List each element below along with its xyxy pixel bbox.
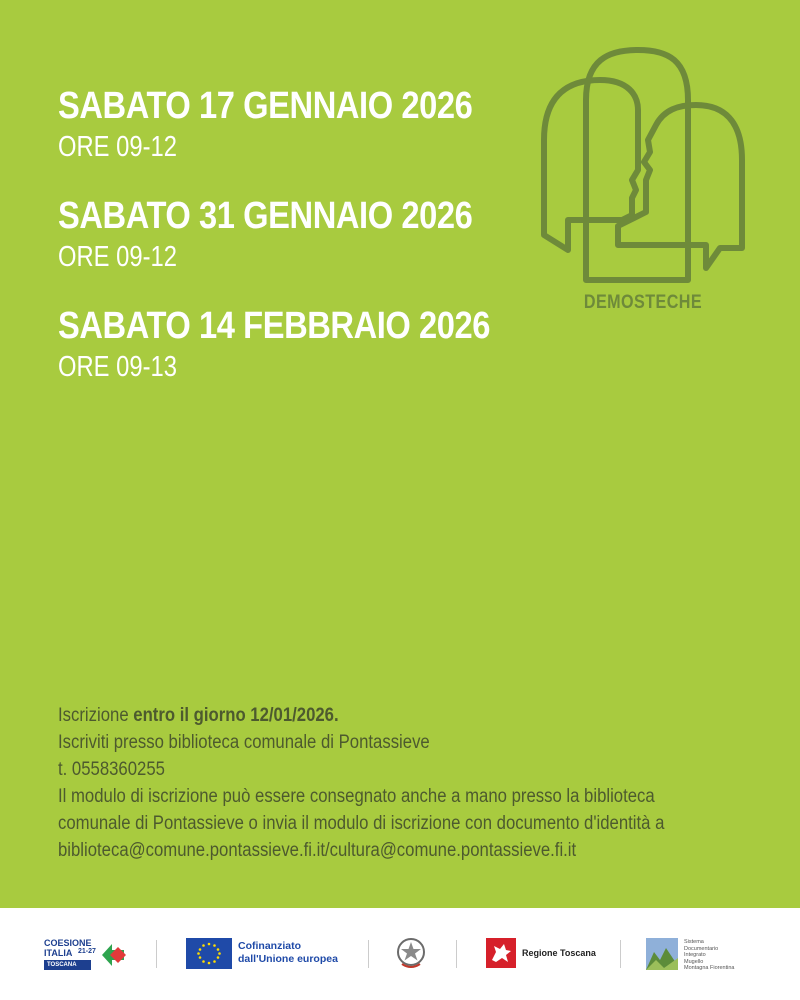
event-item [58,84,560,164]
sdi-line1: Sistema [684,939,704,945]
registration-deadline: entro il giorno 12/01/2026. [133,705,339,726]
coesione-italia-logo [44,938,134,974]
event-time: ORE 09-12 [58,241,177,273]
event-item [58,304,560,384]
eu-line1: Cofinanziato [238,940,301,952]
event-date: SABATO 17 GENNAIO 2026 [58,85,473,127]
info-line: comunale di Pontassieve o invia il modulo di iscrizione con documento d'identità a [58,813,665,834]
event-item [58,194,560,274]
coesione-arrows-icon [100,942,128,968]
pegasus-icon [486,938,516,968]
info-line: Iscriviti presso biblioteca comunale di Pontassieve [58,732,430,753]
event-dates [58,84,560,414]
event-time: ORE 09-13 [58,351,177,383]
speech-heads-icon [528,40,758,290]
separator [368,940,369,968]
eu-cofinanced-logo [186,938,346,970]
separator [620,940,621,968]
republic-emblem-icon [396,936,426,970]
separator [456,940,457,968]
mountain-icon [646,938,678,970]
eu-flag-icon [186,938,232,969]
demosteche-logo [528,40,758,320]
regione-toscana-logo [486,938,606,970]
sdi-line4: Mugello [684,958,704,965]
coesione-years: 21-27 [78,948,96,955]
separator [156,940,157,968]
registration-info [58,702,674,864]
email-line[interactable]: biblioteca@comune.pontassieve.fi.it/cultura@comune.pontassieve.fi.it [58,840,577,861]
logo-name: DEMOSTECHE [583,292,703,313]
event-date: SABATO 14 FEBBRAIO 2026 [58,305,491,347]
sponsor-footer [0,908,800,1000]
event-time: ORE 09-12 [58,131,177,163]
coesione-line1: COESIONE [44,938,92,948]
sdi-line3: Integrato [684,952,706,958]
info-line: Il modulo di iscrizione può essere consegnato anche a mano presso la biblioteca [58,786,655,807]
event-date: SABATO 31 GENNAIO 2026 [58,195,473,237]
coesione-region: TOSCANA [44,960,91,970]
regione-label: Regione Toscana [522,948,596,958]
eu-line2: dall'Unione europea [238,953,338,965]
registration-prefix: Iscrizione [58,705,134,726]
phone-line: t. 0558360255 [58,759,165,780]
italian-republic-emblem [396,936,426,975]
registration-line [58,702,674,729]
coesione-line2: ITALIA [44,948,73,958]
sdi-line5: Montagna Fiorentina [684,965,735,971]
sdi-line2: Documentario [684,945,719,952]
sdi-mugello-logo [646,938,766,972]
